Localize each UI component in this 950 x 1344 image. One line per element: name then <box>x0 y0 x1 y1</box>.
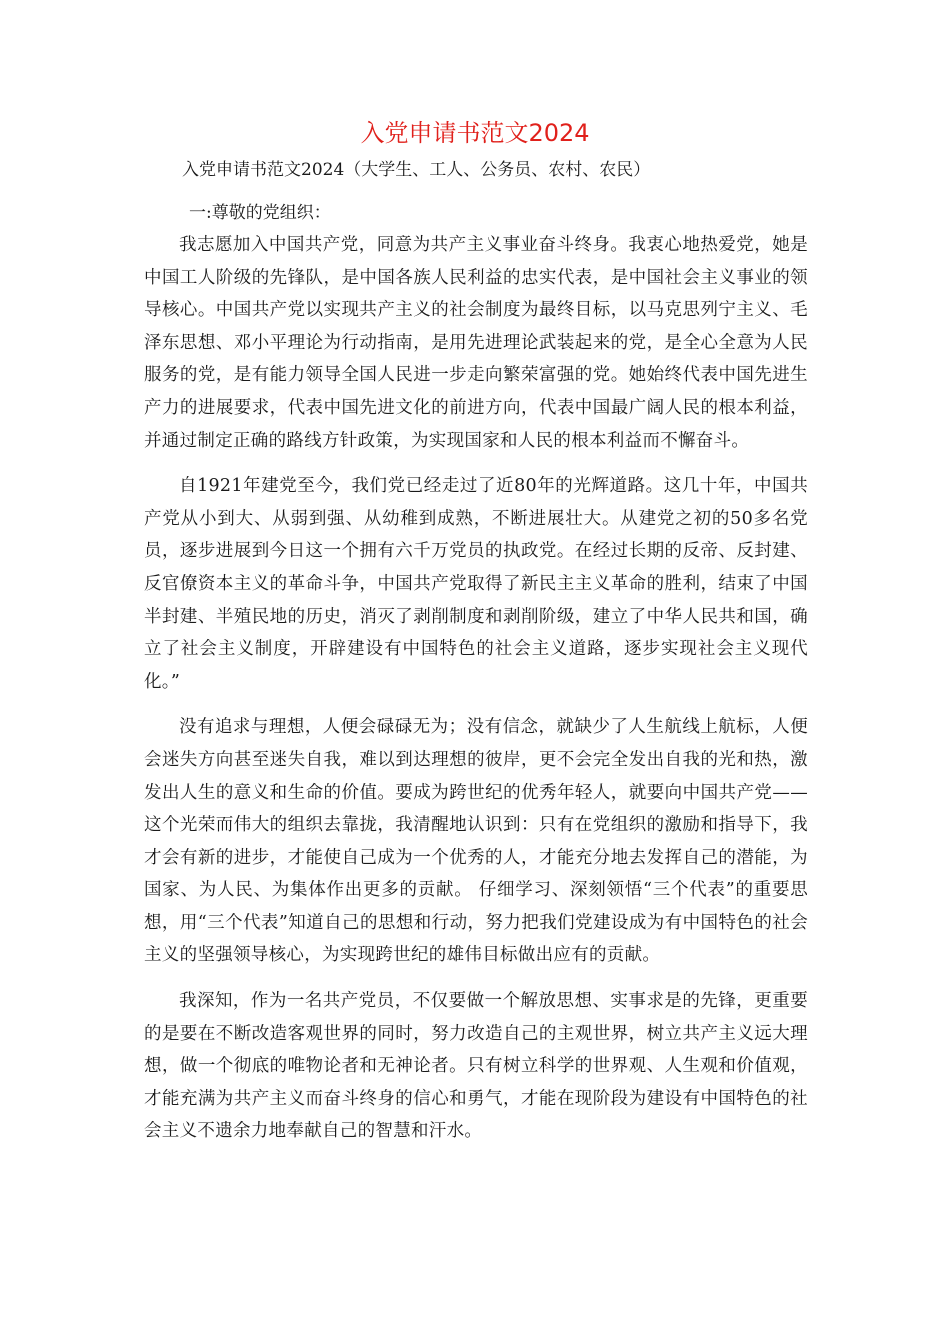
document-subtitle: 入党申请书范文2024（大学生、工人、公务员、农村、农民） <box>182 160 651 180</box>
paragraph-2: 自1921年建党至今，我们党已经走过了近80年的光辉道路。这几十年，中国共产党从小到大、从弱到强、从幼稚到成熟，不断进展壮大。从建党之初的50多名党员，逐步进展到今日这一个拥有六千万党员的执政党。在经过长期的反帝、反封建、反官僚资本主义的革命斗争，中国共产党取得了新民主主义革命的胜利，结束了中国半封建、半殖民地的历史，消灭了剥削制度和剥削阶级，建立了中华人民共和国，确立了社会主义制度，开辟建设有中国特色的社会主义道路，逐步实现社会主义现代化。” <box>144 476 808 692</box>
paragraph-3: 没有追求与理想，人便会碌碌无为；没有信念，就缺少了人生航线上航标，人便会迷失方向甚至迷失自我，难以到达理想的彼岸，更不会完全发出自我的光和热，激发出人生的意义和生命的价值。要成为跨世纪的优秀年轻人，就要向中国共产党——这个光荣而伟大的组织去靠拢，我清醒地认识到：只有在党组织的激励和指导下，我才会有新的进步，才能使自己成为一个优秀的人，才能充分地去发挥自己的潜能，为国家、为人民、为集体作出更多的贡献。 仔细学习、深刻领悟“三个代表”的重要思想，用“三个代表”知道自己的思想和行动，努力把我们党建设成为有中国特色的社会主义的坚强领导核心，为实现跨世纪的雄伟目标做出应有的贡献。 <box>144 717 808 966</box>
paragraph-4: 我深知，作为一名共产党员，不仅要做一个解放思想、实事求是的先锋，更重要的是要在不断改造客观世界的同时，努力改造自己的主观世界，树立共产主义远大理想，做一个彻底的唯物论者和无神论者。只有树立科学的世界观、人生观和价值观，才能充满为共产主义而奋斗终身的信心和勇气，才能在现阶段为建设有中国特色的社会主义不遗余力地奉献自己的智慧和汗水。 <box>144 991 808 1142</box>
salutation: 一:尊敬的党组织： <box>189 203 331 223</box>
document-title: 入党申请书范文2024 <box>360 119 590 147</box>
letter-body <box>144 229 808 1161</box>
paragraph-1: 我志愿加入中国共产党，同意为共产主义事业奋斗终身。我衷心地热爱党，她是中国工人阶级的先锋队，是中国各族人民利益的忠实代表，是中国社会主义事业的领导核心。中国共产党以实现共产主义的社会制度为最终目标，以马克思列宁主义、毛泽东思想、邓小平理论为行动指南，是用先进理论武装起来的党，是全心全意为人民服务的党，是有能力领导全国人民进一步走向繁荣富强的党。她始终代表中国先进生产力的进展要求，代表中国先进文化的前进方向，代表中国最广阔人民的根本利益，并通过制定正确的路线方针政策，为实现国家和人民的根本利益而不懈奋斗。 <box>144 235 808 451</box>
